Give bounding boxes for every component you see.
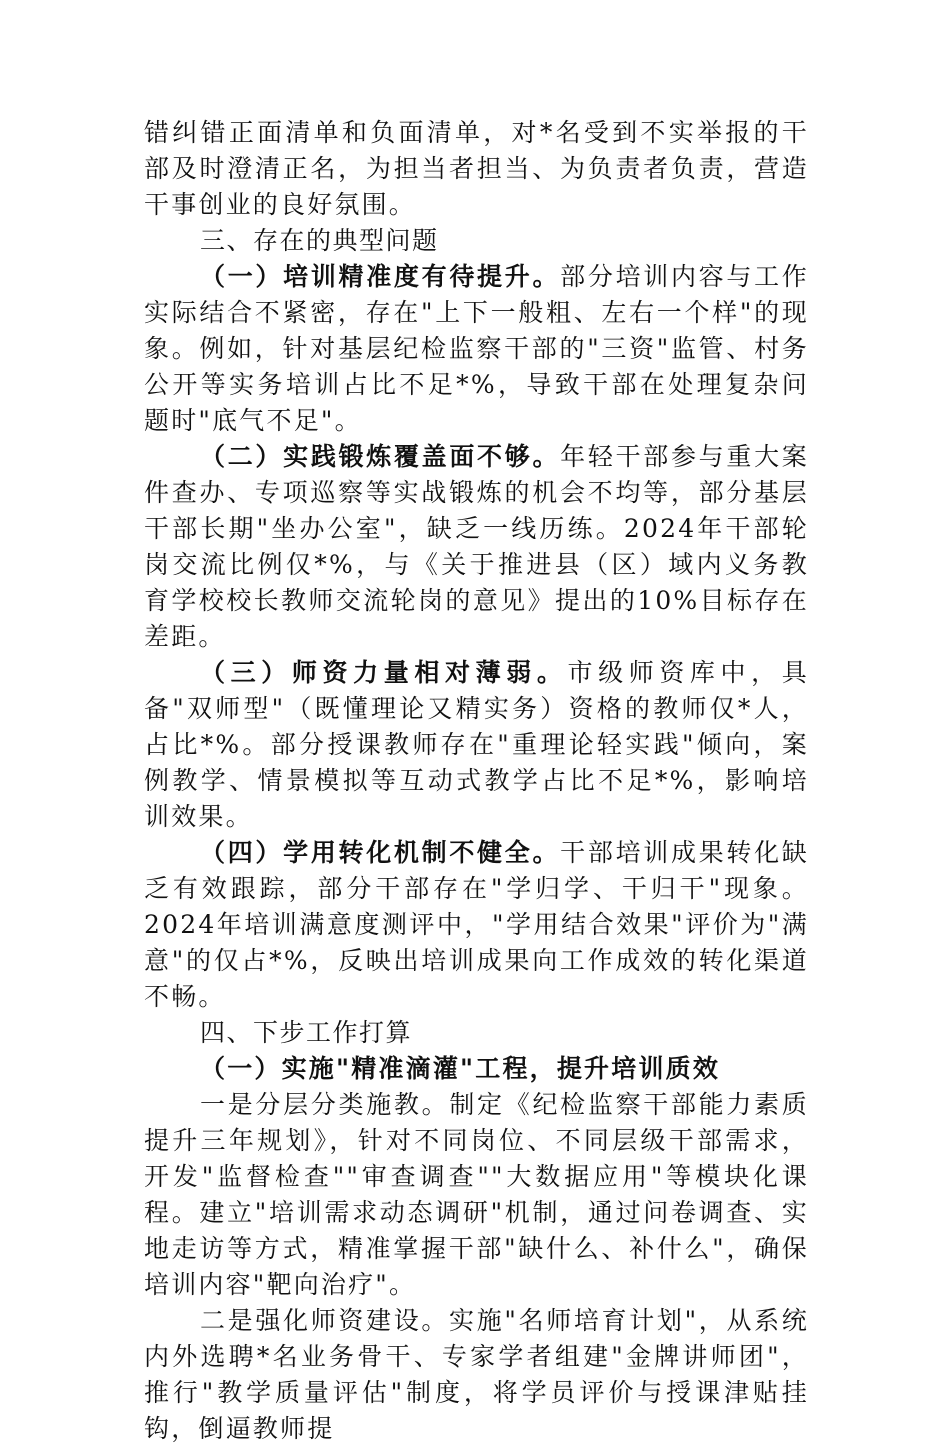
paragraph-text: 一是分层分类施教。制定《纪检监察干部能力素质提升三年规划》，针对不同岗位、不同层级干部需求，开发"监督检查""审查调查""大数据应用"等模块化课程。建立"培训需求动态调研"机制，通过问卷调查、实地走访等方式，精准掌握干部"缺什么、补什么"，确保培训内容"靶向治疗"。 <box>144 1090 809 1299</box>
section-heading <box>144 1015 809 1051</box>
body-paragraph <box>144 835 809 1015</box>
body-paragraph <box>144 1303 809 1447</box>
paragraph-text: 部分培训内容与工作实际结合不紧密，存在"上下一般粗、左右一个样"的现象。例如，针对基层纪检监察干部的"三资"监管、村务公开等实务培训占比不足*%，导致干部在处理复杂问题时"底气不足"。 <box>144 262 809 435</box>
paragraph-lead: （三）师资力量相对薄弱。 <box>200 658 568 687</box>
section-heading <box>144 223 809 259</box>
body-paragraph <box>144 259 809 439</box>
subsection-heading-text: （一）实施"精准滴灌"工程，提升培训质效 <box>200 1054 721 1083</box>
subsection-heading <box>144 1051 809 1087</box>
paragraph-text: 二是强化师资建设。实施"名师培育计划"，从系统内外选聘*名业务骨干、专家学者组建"金牌讲师团"，推行"教学质量评估"制度，将学员评价与授课津贴挂钩，倒逼教师提 <box>144 1306 809 1443</box>
body-paragraph <box>144 1087 809 1303</box>
body-paragraph <box>144 439 809 655</box>
document-body <box>144 115 809 1447</box>
body-paragraph <box>144 115 809 223</box>
section-heading-text: 四、下步工作打算 <box>200 1018 413 1047</box>
paragraph-lead: （一）培训精准度有待提升。 <box>200 262 561 291</box>
paragraph-lead: （二）实践锻炼覆盖面不够。 <box>200 442 561 471</box>
paragraph-lead: （四）学用转化机制不健全。 <box>200 838 561 867</box>
section-heading-text: 三、存在的典型问题 <box>200 226 439 255</box>
paragraph-text: 年轻干部参与重大案件查办、专项巡察等实战锻炼的机会不均等，部分基层干部长期"坐办公室"，缺乏一线历练。2024年干部轮岗交流比例仅*%，与《关于推进县（区）域内义务教育学校校长教师交流轮岗的意见》提出的10%目标存在差距。 <box>144 442 809 651</box>
paragraph-text: 市级师资库中，具备"双师型"（既懂理论又精实务）资格的教师仅*人，占比*%。部分授课教师存在"重理论轻实践"倾向，案例教学、情景模拟等互动式教学占比不足*%，影响培训效果。 <box>144 658 809 831</box>
paragraph-text: 错纠错正面清单和负面清单，对*名受到不实举报的干部及时澄清正名，为担当者担当、为负责者负责，营造干事创业的良好氛围。 <box>144 118 809 219</box>
paragraph-text: 干部培训成果转化缺乏有效跟踪，部分干部存在"学归学、干归干"现象。2024年培训满意度测评中，"学用结合效果"评价为"满意"的仅占*%，反映出培训成果向工作成效的转化渠道不畅。 <box>144 838 809 1011</box>
body-paragraph <box>144 655 809 835</box>
